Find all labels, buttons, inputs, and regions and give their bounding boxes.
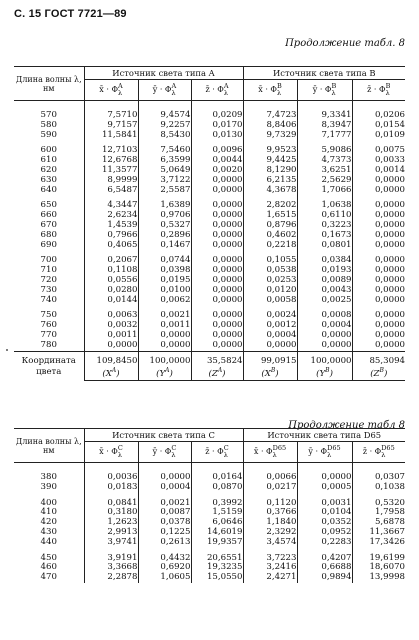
table-row — [14, 341, 405, 351]
column-header: z̄ · Φ C λ — [191, 442, 243, 463]
wavelength-cell: 450 — [40, 552, 57, 563]
coordinate-value: 109,8450 — [84, 351, 138, 368]
light-source-header: Источник света типа D65 — [243, 429, 405, 442]
wavelength-cell: 620 — [40, 164, 57, 175]
value-cell: 2,6234 — [84, 211, 138, 221]
value-cell: 0,0021 — [138, 499, 191, 509]
value-cell: 0,0000 — [297, 341, 352, 351]
value-cell: 0,0096 — [191, 146, 243, 156]
value-cell: 7,4723 — [243, 111, 297, 121]
value-cell: 0,0104 — [297, 508, 352, 518]
value-cell: 19,9357 — [191, 538, 243, 548]
coordinate-value: 35,5824 — [191, 351, 243, 368]
value-cell: 2,9913 — [84, 528, 138, 538]
value-cell: 0,0021 — [138, 311, 191, 321]
value-cell: 9,7157 — [84, 121, 138, 131]
coordinate-value: 100,0000 — [138, 351, 191, 368]
value-cell: 0,0075 — [352, 146, 405, 156]
value-cell: 0,0193 — [297, 266, 352, 276]
value-cell: 0,0144 — [84, 296, 138, 306]
table-row — [14, 573, 405, 583]
value-cell: 1,2623 — [84, 518, 138, 528]
value-cell: 0,4602 — [243, 231, 297, 241]
value-cell: 0,0100 — [138, 286, 191, 296]
value-cell: 0,1225 — [138, 528, 191, 538]
value-cell: 0,6920 — [138, 563, 191, 573]
value-cell: 14,6019 — [191, 528, 243, 538]
coordinate-label — [14, 351, 84, 380]
wavelength-cell: 760 — [40, 320, 57, 331]
wavelength-cell: 630 — [40, 174, 57, 185]
coordinate-symbol: $(Z^B)$ — [352, 368, 405, 381]
wavelength-cell: 410 — [40, 507, 57, 518]
value-cell: 0,0005 — [297, 483, 352, 493]
value-cell: 0,0000 — [352, 221, 405, 231]
value-cell: 0,0043 — [297, 286, 352, 296]
value-cell: 0,0000 — [191, 341, 243, 351]
value-cell: 11,3577 — [84, 166, 138, 176]
coordinate-value: 85,3094 — [352, 351, 405, 368]
value-cell: 0,0031 — [297, 499, 352, 509]
wavelength-cell: 400 — [40, 497, 57, 508]
value-cell: 0,0000 — [191, 211, 243, 221]
value-cell: 5,9086 — [297, 146, 352, 156]
value-cell: 0,3992 — [191, 499, 243, 509]
value-cell: 0,0000 — [191, 201, 243, 211]
value-cell: 0,0024 — [243, 311, 297, 321]
value-cell: 3,9741 — [84, 538, 138, 548]
column-header: ȳ · Φ D65 λ — [297, 442, 352, 463]
wavelength-cell: 570 — [40, 110, 57, 120]
value-cell: 0,7966 — [84, 231, 138, 241]
value-cell: 0,0120 — [243, 286, 297, 296]
value-cell: 0,0280 — [84, 286, 138, 296]
table2-table — [14, 428, 405, 583]
value-cell: 0,2283 — [297, 538, 352, 548]
wavelength-header: Длина волны λ, нм — [14, 67, 84, 101]
value-cell: 0,0000 — [352, 211, 405, 221]
value-cell: 0,0109 — [352, 131, 405, 141]
value-cell: 0,0000 — [191, 221, 243, 231]
value-cell: 0,0000 — [352, 341, 405, 351]
table-row — [14, 296, 405, 306]
value-cell: 0,0020 — [191, 166, 243, 176]
column-header: x̄ · Φ C λ — [84, 442, 138, 463]
wavelength-cell: 650 — [40, 200, 57, 211]
value-cell: 0,0000 — [191, 276, 243, 286]
value-cell: 0,0004 — [243, 331, 297, 341]
value-cell: 0,0000 — [138, 331, 191, 341]
wavelength-cell: 380 — [40, 472, 57, 482]
value-cell: 0,0066 — [243, 473, 297, 483]
column-header: x̄ · Φ A λ — [84, 80, 138, 101]
wavelength-cell: 460 — [40, 562, 57, 573]
value-cell: 5,6878 — [352, 518, 405, 528]
value-cell: 3,7223 — [243, 554, 297, 564]
value-cell: 0,0164 — [191, 473, 243, 483]
value-cell: 0,0000 — [297, 331, 352, 341]
value-cell: 0,0378 — [138, 518, 191, 528]
value-cell: 0,1467 — [138, 241, 191, 251]
value-cell: 0,0000 — [352, 331, 405, 341]
light-source-header: Источник света типа A — [84, 67, 243, 80]
value-cell: 11,5841 — [84, 131, 138, 141]
value-cell: 19,3235 — [191, 563, 243, 573]
value-cell: 6,5487 — [84, 186, 138, 196]
column-header: x̄ · Φ D65 λ — [243, 442, 297, 463]
value-cell: 0,1673 — [297, 231, 352, 241]
value-cell: 0,0025 — [297, 296, 352, 306]
value-cell: 6,0646 — [191, 518, 243, 528]
value-cell: 0,0000 — [191, 331, 243, 341]
wavelength-cell: 640 — [40, 184, 57, 195]
table-row — [14, 131, 405, 141]
value-cell: 13,9998 — [352, 573, 405, 583]
value-cell: 1,6389 — [138, 201, 191, 211]
value-cell: 20,6551 — [191, 554, 243, 564]
value-cell: 0,6110 — [297, 211, 352, 221]
value-cell: 8,9999 — [84, 176, 138, 186]
value-cell: 0,0000 — [352, 256, 405, 266]
value-cell: 0,0004 — [297, 321, 352, 331]
value-cell: 0,0000 — [191, 286, 243, 296]
wavelength-cell: 440 — [40, 536, 57, 547]
value-cell: 0,5320 — [352, 499, 405, 509]
value-cell: 0,0307 — [352, 473, 405, 483]
value-cell: 0,0000 — [138, 473, 191, 483]
value-cell: 0,0000 — [191, 186, 243, 196]
value-cell: 0,2067 — [84, 256, 138, 266]
value-cell: 1,6515 — [243, 211, 297, 221]
value-cell: 1,5159 — [191, 508, 243, 518]
value-cell: 0,5327 — [138, 221, 191, 231]
value-cell: 0,0000 — [352, 201, 405, 211]
value-cell: 0,0000 — [352, 176, 405, 186]
table-row — [14, 186, 405, 196]
value-cell: 9,9523 — [243, 146, 297, 156]
value-cell: 0,0062 — [138, 296, 191, 306]
value-cell: 0,0014 — [352, 166, 405, 176]
value-cell: 9,3341 — [297, 111, 352, 121]
value-cell: 0,1055 — [243, 256, 297, 266]
value-cell: 3,7122 — [138, 176, 191, 186]
value-cell: 0,0033 — [352, 156, 405, 166]
table-row — [14, 241, 405, 251]
value-cell: 0,0000 — [191, 266, 243, 276]
value-cell: 0,0000 — [191, 176, 243, 186]
value-cell: 0,0538 — [243, 266, 297, 276]
value-cell: 3,4574 — [243, 538, 297, 548]
column-header: z̄ · Φ A λ — [191, 80, 243, 101]
value-cell: 9,4574 — [138, 111, 191, 121]
value-cell: 0,2218 — [243, 241, 297, 251]
value-cell: 0,0063 — [84, 311, 138, 321]
light-source-header: Источник света типа C — [84, 429, 243, 442]
value-cell: 0,4065 — [84, 241, 138, 251]
column-header: ȳ · Φ A λ — [138, 80, 191, 101]
value-cell: 0,4207 — [297, 554, 352, 564]
value-cell: 0,0000 — [352, 231, 405, 241]
wavelength-cell: 730 — [40, 284, 57, 295]
table-continuation-label: Продолжение табл. 8 — [285, 38, 405, 49]
value-cell: 1,0605 — [138, 573, 191, 583]
value-cell: 0,0801 — [297, 241, 352, 251]
value-cell: 3,3668 — [84, 563, 138, 573]
value-cell: 1,7066 — [297, 186, 352, 196]
value-cell: 15,0550 — [191, 573, 243, 583]
value-cell: 4,7373 — [297, 156, 352, 166]
value-cell: 0,0000 — [352, 311, 405, 321]
wavelength-cell: 670 — [40, 219, 57, 230]
value-cell: 0,2613 — [138, 538, 191, 548]
value-cell: 0,6688 — [297, 563, 352, 573]
value-cell: 0,0011 — [138, 321, 191, 331]
value-cell: 2,3292 — [243, 528, 297, 538]
value-cell: 0,0130 — [191, 131, 243, 141]
value-cell: 0,0000 — [352, 296, 405, 306]
table1-table — [14, 66, 405, 381]
value-cell: 0,0000 — [84, 341, 138, 351]
scan-speck — [6, 349, 8, 351]
value-cell: 0,0209 — [191, 111, 243, 121]
wavelength-cell: 660 — [40, 210, 57, 221]
value-cell: 19,6199 — [352, 554, 405, 564]
light-source-header: Источник света типа B — [243, 67, 405, 80]
value-cell: 0,0000 — [191, 321, 243, 331]
wavelength-cell: 680 — [40, 229, 57, 240]
value-cell: 0,0154 — [352, 121, 405, 131]
value-cell: 0,0011 — [84, 331, 138, 341]
value-cell: 0,0044 — [191, 156, 243, 166]
value-cell: 0,9706 — [138, 211, 191, 221]
value-cell: 0,0000 — [191, 296, 243, 306]
value-cell: 0,1120 — [243, 499, 297, 509]
value-cell: 3,9191 — [84, 554, 138, 564]
table-row — [14, 483, 405, 493]
value-cell: 0,0195 — [138, 276, 191, 286]
value-cell: 1,0638 — [297, 201, 352, 211]
value-cell: 0,3180 — [84, 508, 138, 518]
value-cell: 9,4425 — [243, 156, 297, 166]
value-cell: 0,4432 — [138, 554, 191, 564]
value-cell: 0,0217 — [243, 483, 297, 493]
coordinate-symbol: $(X^A)$ — [84, 368, 138, 381]
column-header: z̄ · Φ D65 λ — [352, 442, 405, 463]
value-cell: 4,3447 — [84, 201, 138, 211]
value-cell: 12,7103 — [84, 146, 138, 156]
value-cell: 1,4539 — [84, 221, 138, 231]
page-header: С. 15 ГОСТ 7721—89 — [14, 8, 127, 20]
coordinate-symbol: $(Y^B)$ — [297, 368, 352, 381]
value-cell: 0,0000 — [352, 241, 405, 251]
wavelength-cell: 580 — [40, 119, 57, 130]
wavelength-cell: 780 — [40, 339, 57, 350]
value-cell: 0,0058 — [243, 296, 297, 306]
value-cell: 0,3766 — [243, 508, 297, 518]
wavelength-cell: 750 — [40, 310, 57, 321]
column-header: z̄ · Φ B λ — [352, 80, 405, 101]
coordinate-symbol: $(Z^A)$ — [191, 368, 243, 381]
value-cell: 18,6070 — [352, 563, 405, 573]
value-cell: 11,3667 — [352, 528, 405, 538]
value-cell: 9,7329 — [243, 131, 297, 141]
value-cell: 0,1108 — [84, 266, 138, 276]
wavelength-cell: 690 — [40, 239, 57, 250]
value-cell: 6,3599 — [138, 156, 191, 166]
value-cell: 2,4271 — [243, 573, 297, 583]
table-continuation-label: Продолжение табл 8 — [288, 420, 405, 431]
value-cell: 0,0841 — [84, 499, 138, 509]
value-cell: 0,0952 — [297, 528, 352, 538]
wavelength-cell: 710 — [40, 265, 57, 276]
value-cell: 0,8796 — [243, 221, 297, 231]
value-cell: 1,1840 — [243, 518, 297, 528]
value-cell: 9,2257 — [138, 121, 191, 131]
value-cell: 0,0744 — [138, 256, 191, 266]
value-cell: 7,1777 — [297, 131, 352, 141]
value-cell: 0,0000 — [352, 321, 405, 331]
value-cell: 0,0000 — [138, 341, 191, 351]
wavelength-header: Длина волны λ, нм — [14, 429, 84, 463]
value-cell: 6,2135 — [243, 176, 297, 186]
value-cell: 0,0000 — [243, 341, 297, 351]
value-cell: 2,5629 — [297, 176, 352, 186]
value-cell: 0,1038 — [352, 483, 405, 493]
value-cell: 8,8406 — [243, 121, 297, 131]
value-cell: 12,6768 — [84, 156, 138, 166]
value-cell: 0,0000 — [191, 241, 243, 251]
value-cell: 0,0089 — [297, 276, 352, 286]
wavelength-cell: 590 — [40, 129, 57, 140]
value-cell: 2,8202 — [243, 201, 297, 211]
value-cell: 17,3426 — [352, 538, 405, 548]
value-cell: 0,0000 — [352, 266, 405, 276]
value-cell: 0,0000 — [297, 473, 352, 483]
value-cell: 7,5710 — [84, 111, 138, 121]
column-header: ȳ · Φ C λ — [138, 442, 191, 463]
value-cell: 3,6251 — [297, 166, 352, 176]
wavelength-cell: 720 — [40, 274, 57, 285]
coordinate-symbol: $(Y^A)$ — [138, 368, 191, 381]
value-cell: 0,0870 — [191, 483, 243, 493]
wavelength-cell: 740 — [40, 294, 57, 305]
value-cell: 8,5430 — [138, 131, 191, 141]
value-cell: 7,5460 — [138, 146, 191, 156]
value-cell: 0,0000 — [352, 286, 405, 296]
wavelength-cell: 420 — [40, 517, 57, 528]
value-cell: 0,0170 — [191, 121, 243, 131]
coordinate-label-line: цвета — [36, 367, 62, 378]
value-cell: 1,7958 — [352, 508, 405, 518]
wavelength-cell: 770 — [40, 329, 57, 340]
value-cell: 0,0398 — [138, 266, 191, 276]
coordinate-value: 99,0915 — [243, 351, 297, 368]
table-row — [14, 538, 405, 548]
wavelength-cell: 600 — [40, 145, 57, 156]
wavelength-cell: 700 — [40, 255, 57, 266]
value-cell: 5,0649 — [138, 166, 191, 176]
value-cell: 0,0087 — [138, 508, 191, 518]
value-cell: 0,0206 — [352, 111, 405, 121]
value-cell: 0,0253 — [243, 276, 297, 286]
value-cell: 0,9894 — [297, 573, 352, 583]
value-cell: 0,0556 — [84, 276, 138, 286]
value-cell: 0,0000 — [191, 311, 243, 321]
value-cell: 8,1290 — [243, 166, 297, 176]
value-cell: 2,2878 — [84, 573, 138, 583]
value-cell: 0,0008 — [297, 311, 352, 321]
value-cell: 4,3678 — [243, 186, 297, 196]
value-cell: 0,0000 — [191, 231, 243, 241]
column-header: x̄ · Φ B λ — [243, 80, 297, 101]
value-cell: 0,0183 — [84, 483, 138, 493]
value-cell: 3,2416 — [243, 563, 297, 573]
value-cell: 0,0004 — [138, 483, 191, 493]
wavelength-cell: 470 — [40, 572, 57, 583]
wavelength-cell: 390 — [40, 481, 57, 492]
coordinate-symbol: $(X^B)$ — [243, 368, 297, 381]
coordinate-label-line: Координата — [21, 356, 76, 367]
value-cell: 0,3223 — [297, 221, 352, 231]
value-cell: 0,0012 — [243, 321, 297, 331]
wavelength-cell: 430 — [40, 526, 57, 537]
value-cell: 2,5587 — [138, 186, 191, 196]
wavelength-cell: 610 — [40, 155, 57, 166]
value-cell: 0,0352 — [297, 518, 352, 528]
value-cell: 0,0000 — [352, 276, 405, 286]
value-cell: 0,0384 — [297, 256, 352, 266]
value-cell: 0,0032 — [84, 321, 138, 331]
value-cell: 0,0000 — [352, 186, 405, 196]
value-cell: 0,0036 — [84, 473, 138, 483]
column-header: ȳ · Φ B λ — [297, 80, 352, 101]
value-cell: 0,2896 — [138, 231, 191, 241]
value-cell: 0,0000 — [191, 256, 243, 266]
coordinate-value: 100,0000 — [297, 351, 352, 368]
value-cell: 8,3947 — [297, 121, 352, 131]
